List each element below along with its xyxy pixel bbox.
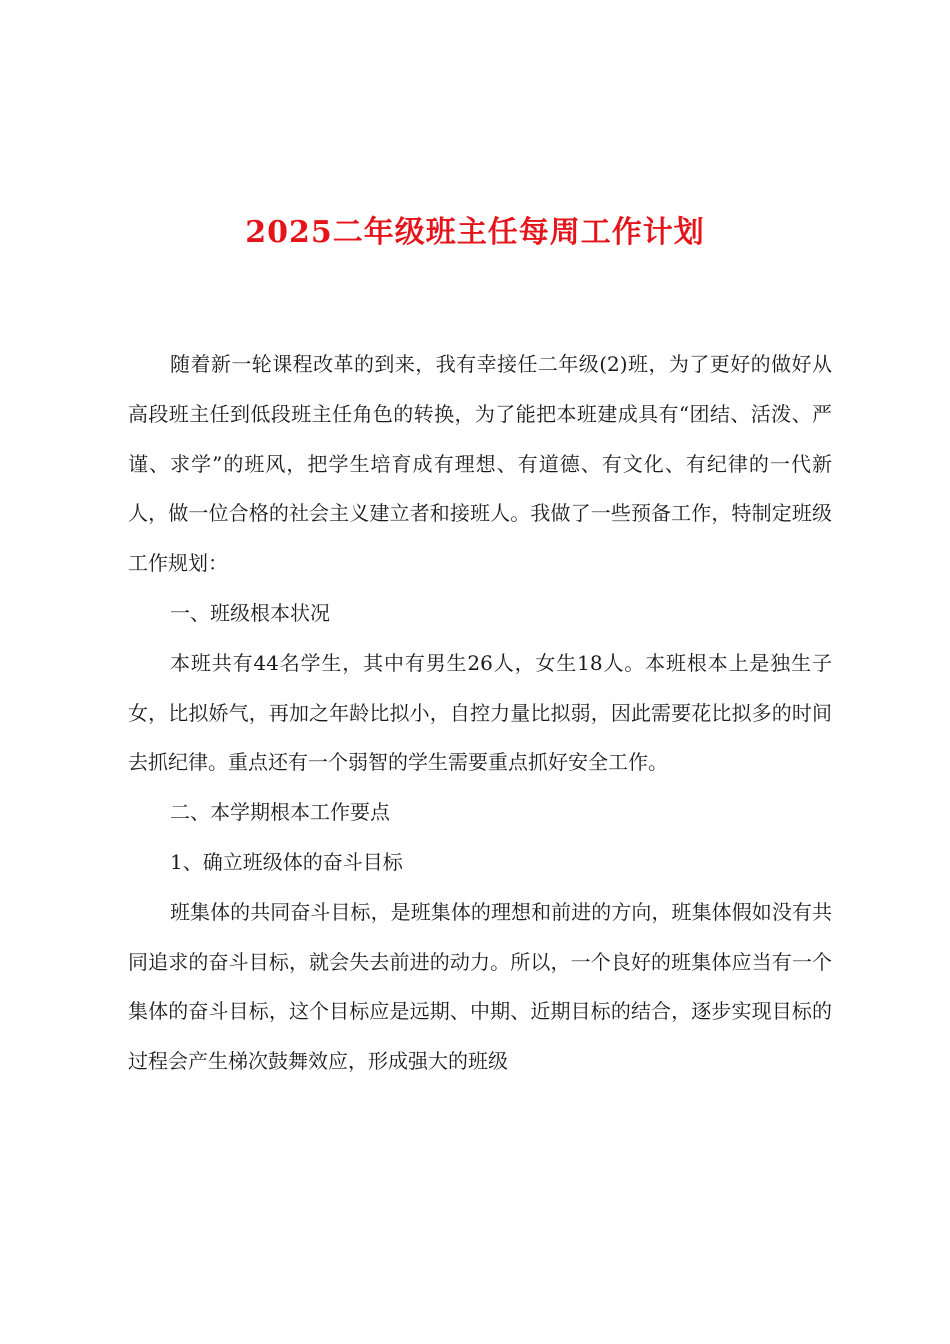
- intro-paragraph: 随着新一轮课程改革的到来，我有幸接任二年级(2)班，为了更好的做好从高段班主任到低段班主任角色的转换，为了能把本班建成具有“团结、活泼、严谨、求学”的班风，把学生培育成有理想、有道德、有文化、有纪律的一代新人，做一位合格的社会主义建立者和接班人。我做了一些预备工作，特制定班级工作规划：: [128, 352, 832, 576]
- goals-paragraph: 班集体的共同奋斗目标，是班集体的理想和前进的方向，班集体假如没有共同追求的奋斗目标，就会失去前进的动力。所以，一个良好的班集体应当有一个集体的奋斗目标，这个目标应是远期、中期、近期目标的结合，逐步实现目标的过程会产生梯次鼓舞效应，形成强大的班级: [128, 899, 832, 1074]
- class-status-paragraph: 本班共有44名学生，其中有男生26人，女生18人。本班根本上是独生子女，比拟娇气，再加之年龄比拟小，自控力量比拟弱，因此需要花比拟多的时间去抓纪律。重点还有一个弱智的学生需要重点抓好安全工作。: [128, 650, 832, 775]
- document-title: 2025二年级班主任每周工作计划: [245, 215, 705, 250]
- section-heading-class-status: 一、班级根本状况: [170, 600, 330, 625]
- subheading-goals: 1、确立班级体的奋斗目标: [170, 849, 403, 874]
- section-heading-work-points: 二、本学期根本工作要点: [170, 800, 390, 825]
- document-body: [128, 340, 832, 1087]
